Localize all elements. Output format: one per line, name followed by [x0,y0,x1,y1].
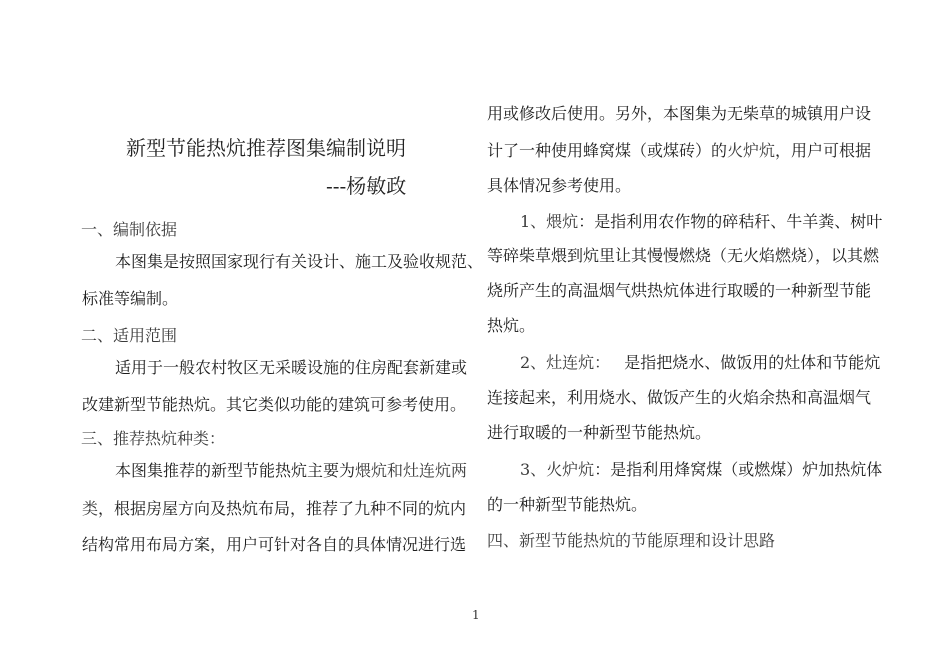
text-run: 计了一种使用蜂窝煤（或煤砖）的 [487,141,728,160]
text-run: ，用户可根据 [775,141,872,160]
text-run: 是指把烧水、做饭用的灶体和节能炕 [624,353,881,372]
text-run: 3、火炉炕 [520,460,595,479]
section-heading-scope: 二、适用范围 [81,326,178,345]
text-run: ：是指利用农作物的碎秸秆、牛羊粪、树叶 [578,212,883,231]
paragraph-line [520,211,882,233]
author-line: ---杨敏政 [326,174,407,198]
page-title: 新型节能热炕推荐图集编制说明 [126,136,406,160]
paragraph-line [82,498,466,520]
text-run: 火炉炕 [727,141,776,160]
text-run: 类 [82,499,99,518]
paragraph-line [520,352,880,374]
paragraph-line: 进行取暖的一种新型节能热炕。 [487,423,712,442]
paragraph-line: 标准等编制。 [82,289,179,308]
paragraph-line: 适用于一般农村牧区无采暖设施的住房配套新建或 [115,358,468,377]
paragraph-line: 改建新型节能热炕。其它类似功能的建筑可参考使用。 [82,395,467,414]
text-run: 1、煨炕 [520,212,579,231]
section-heading-basis: 一、编制依据 [81,220,178,239]
paragraph-line: 的一种新型节能热炕。 [487,495,648,514]
text-run: 本图集推荐的新型节能热炕主要为 [115,461,356,480]
paragraph-line: 具体情况参考使用。 [487,176,632,195]
paragraph-line: 本图集是按照国家现行有关设计、施工及验收规范、 [115,252,484,271]
paragraph-line [487,140,871,162]
paragraph-line: 结构常用布局方案，用户可针对各自的具体情况进行选 [82,535,467,554]
text-run: ，根据房屋方向及热炕布局，推荐了九种不同的炕内 [98,499,467,518]
paragraph-line: 热炕。 [487,316,536,335]
paragraph-line: 连接起来，利用烧水、做饭产生的火焰余热和高温烟气 [487,388,872,407]
paragraph-line: 烧所产生的高温烟气烘热炕体进行取暖的一种新型节能 [487,281,872,300]
section-heading-types: 三、推荐热炕种类： [81,429,226,448]
text-run: 2、灶连炕： [520,353,611,372]
paragraph-line: 用或修改后使用。另外，本图集为无柴草的城镇用户设 [487,104,872,123]
text-run: ：是指利用烽窝煤（或燃煤）炉加热炕体 [594,460,883,479]
paragraph-line [520,459,882,481]
paragraph-line [115,460,467,482]
page-number: 1 [472,608,480,622]
text-run: 煨炕和灶连炕两 [355,461,468,480]
paragraph-line: 等碎柴草煨到炕里让其慢慢燃烧（无火焰燃烧），以其燃 [487,246,880,265]
section-heading-principles: 四、新型节能热炕的节能原理和设计思路 [487,531,776,550]
